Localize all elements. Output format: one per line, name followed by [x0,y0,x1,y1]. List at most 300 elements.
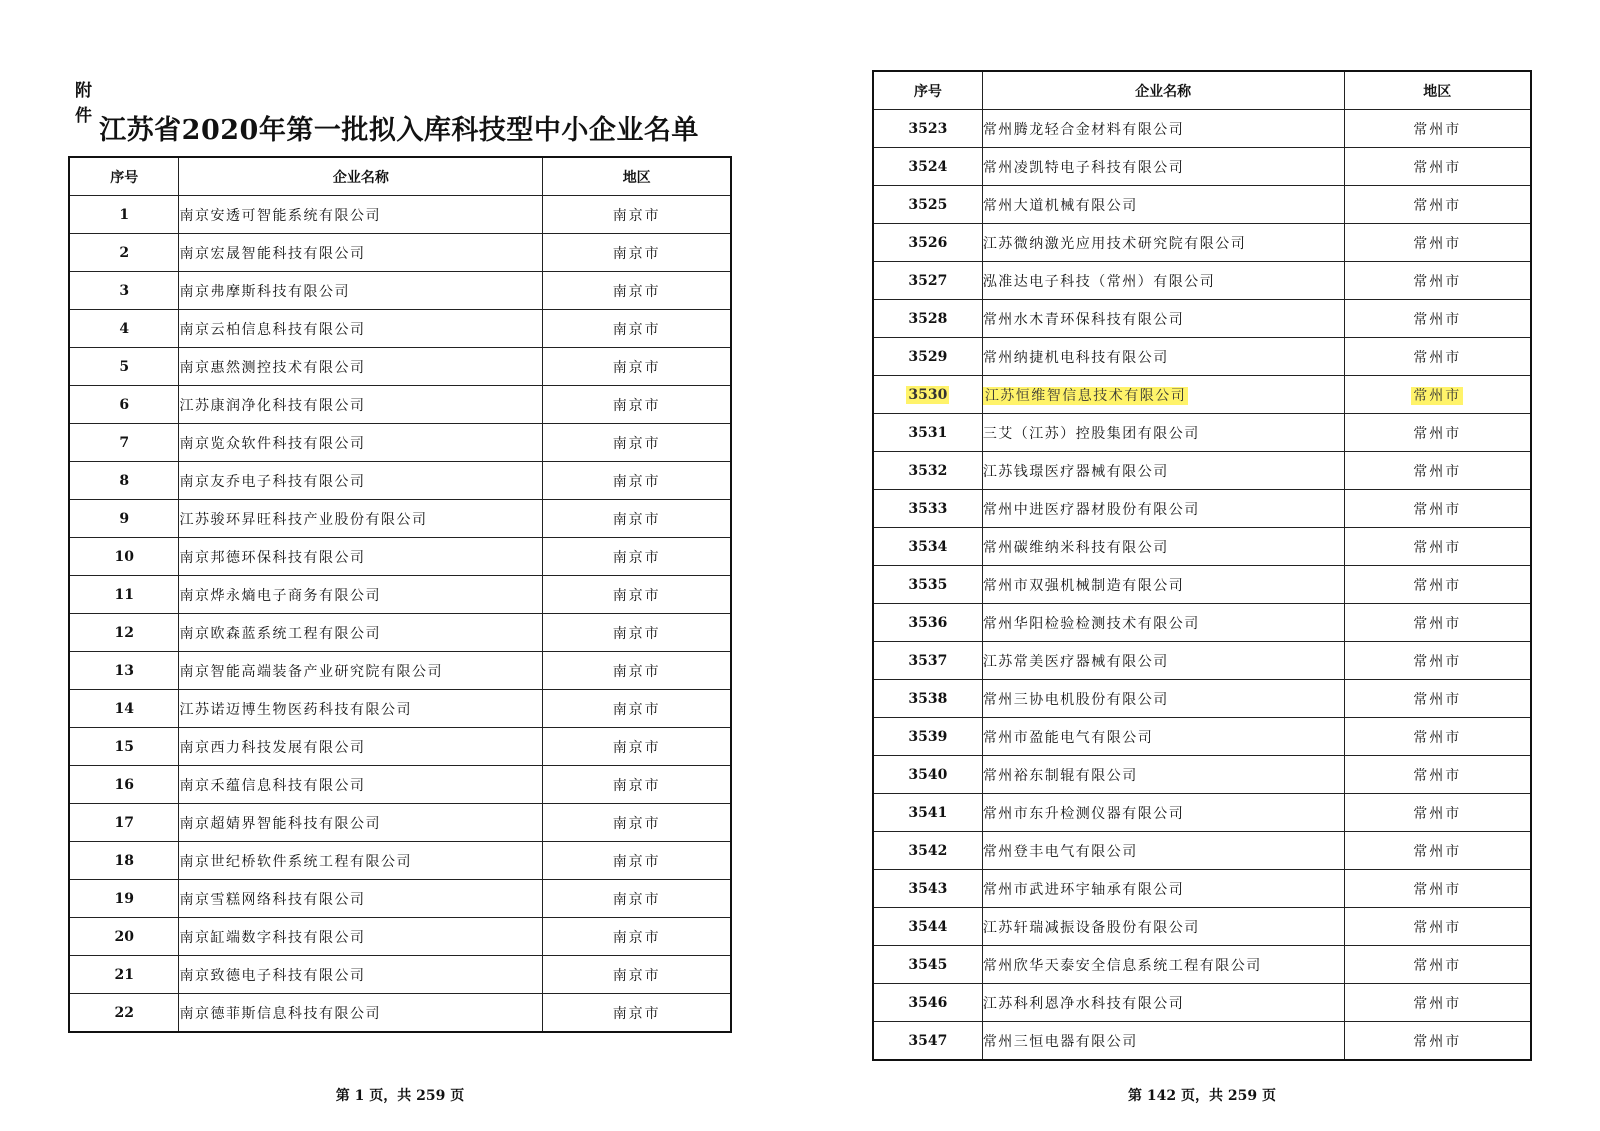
row-number-text: 3527 [908,272,948,289]
region [543,804,731,842]
company-name [179,880,543,918]
company-name-text: 江苏微纳激光应用技术研究院有限公司 [982,235,1247,252]
company-name [982,908,1344,946]
company-name [982,300,1344,338]
row-number [69,500,179,538]
company-name-text: 南京缸端数字科技有限公司 [179,929,366,946]
company-name [179,956,543,994]
row-number-text: 3543 [908,880,948,897]
region-text: 南京市 [612,359,661,376]
table-row [69,234,731,272]
region [1344,414,1531,452]
table-row [873,1022,1531,1061]
region-text: 南京市 [612,549,661,566]
region [1344,908,1531,946]
row-number-text: 3524 [908,158,948,175]
company-name-text: 常州三协电机股份有限公司 [982,691,1169,708]
company-name-text: 南京禾蕴信息科技有限公司 [179,777,366,794]
table-header-row [873,71,1531,110]
row-number [69,576,179,614]
company-name-text: 常州大道机械有限公司 [982,197,1138,214]
company-name [179,576,543,614]
region-text: 南京市 [612,929,661,946]
row-number [69,234,179,272]
table-row [873,338,1531,376]
region-text: 南京市 [612,473,661,490]
company-name-text: 南京云柏信息科技有限公司 [179,321,366,338]
company-name-text: 江苏康润净化科技有限公司 [179,397,366,414]
region-text: 常州市 [1413,349,1462,366]
row-number [873,946,982,984]
row-number-text: 17 [114,814,134,831]
region-text: 南京市 [612,511,661,528]
region [543,500,731,538]
region-text: 常州市 [1413,881,1462,898]
row-number-text: 3529 [908,348,948,365]
row-number-text: 3534 [908,538,948,555]
company-name-text: 三艾（江苏）控股集团有限公司 [982,425,1200,442]
region-text: 南京市 [612,625,661,642]
region-text: 常州市 [1413,843,1462,860]
row-number-text: 3535 [908,576,948,593]
company-name [179,994,543,1033]
company-name-text: 南京世纪桥软件系统工程有限公司 [179,853,412,870]
table-row [873,832,1531,870]
region [1344,870,1531,908]
company-name-text: 常州中进医疗器材股份有限公司 [982,501,1200,518]
row-number [69,842,179,880]
row-number [69,614,179,652]
region [1344,832,1531,870]
company-name [982,794,1344,832]
document-title: 江苏省2020年第一批拟入库科技型中小企业名单 [99,115,699,146]
company-name [982,642,1344,680]
region-text: 常州市 [1413,691,1462,708]
company-name-text: 常州纳捷机电科技有限公司 [982,349,1169,366]
company-name-text: 南京西力科技发展有限公司 [179,739,366,756]
row-number [873,490,982,528]
company-name-text: 常州市盈能电气有限公司 [982,729,1154,746]
row-number-text: 3537 [908,652,948,669]
region [1344,566,1531,604]
company-name-text: 常州凌凯特电子科技有限公司 [982,159,1185,176]
table-row [873,946,1531,984]
company-name [982,832,1344,870]
row-number-text: 3538 [908,690,948,707]
region [1344,186,1531,224]
row-number-text: 7 [119,434,130,451]
company-name [179,538,543,576]
company-name-text: 常州登丰电气有限公司 [982,843,1138,860]
region-text: 常州市 [1413,957,1462,974]
table-row [873,718,1531,756]
row-number-text: 10 [114,548,134,565]
region [1344,756,1531,794]
row-number-text: 15 [114,738,134,755]
company-name-text: 常州裕东制辊有限公司 [982,767,1138,784]
region [1344,1022,1531,1061]
attachment-label: 附件 [75,81,92,126]
table-row [69,918,731,956]
table-row [69,652,731,690]
company-name [982,984,1344,1022]
company-name [982,148,1344,186]
table-row [873,224,1531,262]
company-name-text: 南京览众软件科技有限公司 [179,435,366,452]
table-row [873,908,1531,946]
row-number [873,224,982,262]
row-number [873,832,982,870]
company-name-text: 常州腾龙轻合金材料有限公司 [982,121,1185,138]
company-name [982,566,1344,604]
row-number [69,386,179,424]
region-text: 常州市 [1413,311,1462,328]
table-row [69,386,731,424]
row-number [873,110,982,148]
row-number-text: 3530 [908,386,948,403]
company-name-text: 常州三恒电器有限公司 [982,1033,1138,1050]
row-number-text: 18 [114,852,134,869]
row-number [69,538,179,576]
region [543,196,731,234]
company-name-text: 江苏骏环昇旺科技产业股份有限公司 [179,511,428,528]
table-row [873,414,1531,452]
table-row [873,490,1531,528]
header-name: 企业名称 [982,71,1344,110]
row-number-text: 22 [114,1004,134,1021]
table-row [69,462,731,500]
row-number-text: 3547 [908,1032,948,1049]
company-name [179,766,543,804]
region-text: 南京市 [612,397,661,414]
region [1344,642,1531,680]
table-row [69,538,731,576]
row-number-text: 19 [114,890,134,907]
region [1344,376,1531,414]
company-name [179,918,543,956]
region [543,538,731,576]
region-text: 常州市 [1413,235,1462,252]
company-name-text: 南京欧森蓝系统工程有限公司 [179,625,381,642]
row-number-text: 16 [114,776,134,793]
row-number-text: 2 [119,244,130,261]
row-number [69,956,179,994]
row-number [69,766,179,804]
row-number-text: 3541 [908,804,948,821]
company-name [982,604,1344,642]
company-table-right [872,70,1532,1061]
row-number-text: 3536 [908,614,948,631]
region-text: 南京市 [612,739,661,756]
row-number [873,148,982,186]
row-number-text: 3525 [908,196,948,213]
company-name [982,528,1344,566]
region [543,386,731,424]
region-text: 南京市 [612,1005,661,1022]
row-number [873,186,982,224]
region [1344,490,1531,528]
region-text: 南京市 [612,891,661,908]
company-name [179,234,543,272]
company-name-text: 江苏常美医疗器械有限公司 [982,653,1169,670]
region [543,576,731,614]
table-row [873,262,1531,300]
header-region: 地区 [543,157,731,196]
region-text: 南京市 [612,283,661,300]
region [543,462,731,500]
company-name [179,690,543,728]
region-text: 常州市 [1413,767,1462,784]
page-footer-left: 第 1 页，共 259 页 [335,1088,465,1104]
row-number-text: 20 [114,928,134,945]
company-name-text: 常州市武进环宇轴承有限公司 [982,881,1185,898]
region [1344,604,1531,642]
row-number-text: 3539 [908,728,948,745]
company-name [982,490,1344,528]
row-number [873,528,982,566]
row-number-text: 4 [119,320,130,337]
company-name-text: 泓准达电子科技（常州）有限公司 [982,273,1216,290]
region [1344,224,1531,262]
region-text: 南京市 [612,207,661,224]
table-row [873,110,1531,148]
region [1344,794,1531,832]
company-name-text: 南京雪糕网络科技有限公司 [179,891,366,908]
company-name-text: 南京德菲斯信息科技有限公司 [179,1005,381,1022]
row-number-text: 13 [114,662,134,679]
row-number [69,424,179,462]
row-number [69,804,179,842]
region [1344,338,1531,376]
row-number-text: 3545 [908,956,948,973]
region-text: 南京市 [612,435,661,452]
row-number [69,196,179,234]
company-name-text: 南京弗摩斯科技有限公司 [179,283,350,300]
row-number [873,718,982,756]
header-region: 地区 [1344,71,1531,110]
company-name [179,386,543,424]
row-number [69,690,179,728]
page-footer-right: 第 142 页，共 259 页 [1128,1088,1276,1104]
region-text: 常州市 [1413,159,1462,176]
company-name [982,680,1344,718]
row-number [873,566,982,604]
company-name-text: 南京智能高端装备产业研究院有限公司 [179,663,443,680]
company-name-text: 常州欣华天泰安全信息系统工程有限公司 [982,957,1262,974]
row-number [873,300,982,338]
company-name [982,946,1344,984]
region [543,766,731,804]
company-name [179,310,543,348]
company-name [179,500,543,538]
table-row [873,604,1531,642]
row-number-text: 3532 [908,462,948,479]
row-number [873,414,982,452]
table-row [69,424,731,462]
region [1344,452,1531,490]
region [543,918,731,956]
company-name [982,376,1344,414]
row-number [873,908,982,946]
region-text: 常州市 [1413,387,1462,404]
row-number [69,918,179,956]
company-name-text: 南京超婧界智能科技有限公司 [179,815,381,832]
table-row [873,300,1531,338]
company-name-text: 南京邦德环保科技有限公司 [179,549,366,566]
region [1344,300,1531,338]
row-number [873,452,982,490]
company-name-text: 南京安透可智能系统有限公司 [179,207,381,224]
region-text: 常州市 [1413,197,1462,214]
company-name [179,614,543,652]
row-number [69,994,179,1033]
table-header-row [69,157,731,196]
region-text: 常州市 [1413,425,1462,442]
region-text: 常州市 [1413,919,1462,936]
row-number [873,262,982,300]
company-name [179,842,543,880]
table-row [873,186,1531,224]
table-row [873,642,1531,680]
row-number [873,870,982,908]
header-name: 企业名称 [179,157,543,196]
company-name-text: 南京烨永熵电子商务有限公司 [179,587,381,604]
row-number-text: 9 [119,510,130,527]
row-number [69,348,179,386]
row-number [69,652,179,690]
region-text: 常州市 [1413,995,1462,1012]
row-number [69,272,179,310]
company-name [179,728,543,766]
region [543,310,731,348]
row-number-text: 3526 [908,234,948,251]
company-name [982,262,1344,300]
region [1344,148,1531,186]
company-name [982,1022,1344,1061]
company-name-text: 江苏恒维智信息技术有限公司 [984,387,1187,404]
row-number [69,310,179,348]
company-name [982,452,1344,490]
row-number [873,794,982,832]
region [543,728,731,766]
row-number [873,338,982,376]
region-text: 常州市 [1413,653,1462,670]
region [543,842,731,880]
region-text: 常州市 [1413,121,1462,138]
row-number [69,880,179,918]
company-name [982,338,1344,376]
region-text: 南京市 [612,321,661,338]
table-row [69,728,731,766]
row-number-text: 3546 [908,994,948,1011]
region [543,234,731,272]
table-row [873,870,1531,908]
region-text: 常州市 [1413,615,1462,632]
company-name [982,186,1344,224]
region [543,272,731,310]
company-name-text: 南京友乔电子科技有限公司 [179,473,366,490]
table-row [69,690,731,728]
table-row [873,452,1531,490]
header-num: 序号 [873,71,982,110]
table-row [873,148,1531,186]
table-row [873,984,1531,1022]
table-row [873,680,1531,718]
row-number-text: 5 [119,358,130,375]
company-name-text: 常州市东升检测仪器有限公司 [982,805,1185,822]
company-name [982,224,1344,262]
region [543,880,731,918]
company-name [179,348,543,386]
region [1344,984,1531,1022]
region [1344,718,1531,756]
company-name-text: 常州水木青环保科技有限公司 [982,311,1185,328]
region [543,614,731,652]
header-num: 序号 [69,157,179,196]
company-name-text: 南京宏晟智能科技有限公司 [179,245,366,262]
table-row [873,376,1531,414]
region [1344,680,1531,718]
table-row [69,880,731,918]
table-row [873,756,1531,794]
region-text: 南京市 [612,815,661,832]
table-row [69,500,731,538]
region [543,690,731,728]
row-number [69,728,179,766]
company-name-text: 常州碳维纳米科技有限公司 [982,539,1169,556]
table-row [69,348,731,386]
table-row [69,842,731,880]
row-number-text: 1 [119,206,130,223]
row-number-text: 3544 [908,918,948,935]
company-name [179,424,543,462]
table-row [873,528,1531,566]
company-name [982,718,1344,756]
row-number [873,604,982,642]
region [1344,946,1531,984]
row-number-text: 21 [114,966,134,983]
company-name-text: 常州市双强机械制造有限公司 [982,577,1185,594]
row-number-text: 14 [114,700,134,717]
row-number-text: 3542 [908,842,948,859]
row-number-text: 3 [119,282,130,299]
table-row [69,272,731,310]
table-row [69,766,731,804]
region-text: 常州市 [1413,273,1462,290]
row-number [873,756,982,794]
table-row [69,804,731,842]
row-number-text: 6 [119,396,130,413]
region [1344,262,1531,300]
region-text: 南京市 [612,587,661,604]
row-number [873,1022,982,1061]
table-row [69,956,731,994]
region-text: 南京市 [612,777,661,794]
region-text: 常州市 [1413,539,1462,556]
table-row [69,310,731,348]
row-number [873,376,982,414]
table-row [69,576,731,614]
row-number-text: 3523 [908,120,948,137]
row-number-text: 12 [114,624,134,641]
table-row [69,994,731,1033]
company-name [982,870,1344,908]
company-name-text: 江苏轩瑞减振设备股份有限公司 [982,919,1200,936]
region-text: 常州市 [1413,577,1462,594]
region [543,348,731,386]
region-text: 南京市 [612,967,661,984]
region-text: 南京市 [612,701,661,718]
